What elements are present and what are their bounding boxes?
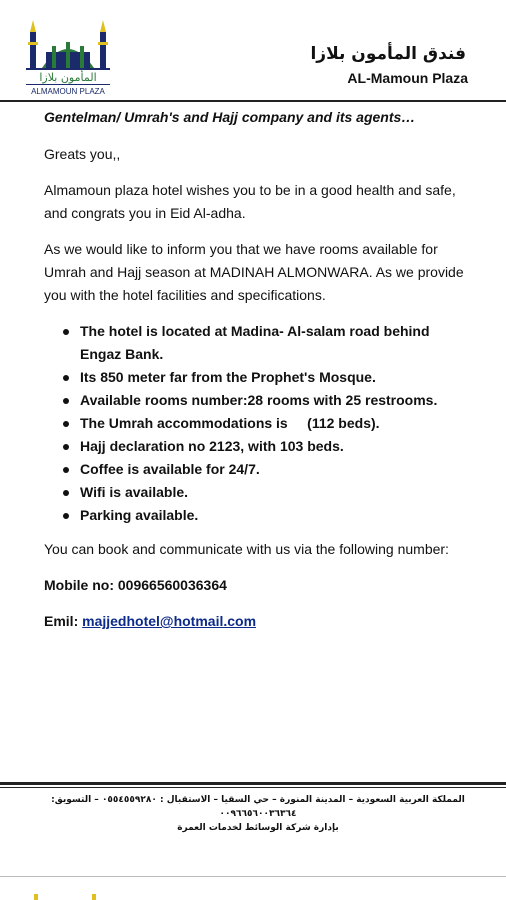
email-line (44, 610, 468, 633)
mobile-number: 00966560036364 (117, 577, 227, 593)
logo-text-ar: المأمون بلازا (39, 71, 97, 84)
hotel-name-arabic: فندق المأمون بلازا (310, 44, 466, 64)
hotel-logo (22, 18, 114, 98)
facility-item: Coffee is available for 24/7. (80, 458, 468, 481)
letter-body (44, 106, 468, 633)
facility-item: Its 850 meter far from the Prophet's Mosque. (80, 366, 468, 389)
contact-intro: You can book and communicate with us via the following number: (44, 541, 449, 557)
page-edge-divider (0, 876, 506, 877)
footer-address (30, 793, 486, 835)
letter-paragraph-1: Almamoun plaza hotel wishes you to be in a good health and safe, and congrats you in Eid Al-adha. (44, 182, 456, 221)
facility-item: Wifi is available. (80, 481, 468, 504)
letter-greeting: Greats you,, (44, 146, 121, 162)
facility-item: Hajj declaration no 2123, with 103 beds. (80, 435, 468, 458)
footer-divider-thin (0, 787, 506, 788)
facility-item: Available rooms number:28 rooms with 25 restrooms. (80, 389, 468, 412)
next-page-logo-fragment (30, 892, 120, 900)
footer-divider (0, 782, 506, 785)
email-label: Emil: (44, 613, 83, 629)
email-link[interactable]: majjedhotel@hotmail.com (82, 613, 257, 629)
facilities-list (44, 320, 468, 527)
mobile-label: Mobile no: (44, 577, 118, 593)
footer-line-1: المملكة العربية السعودية – المدينة المنورة – حي السقيا – الاستقبال : ٠٥٥٤٥٥٩٢٨٠ – التسويق: ٠٠٩٦٦٥٦٠٠٣٦٣٦٤ (51, 795, 465, 819)
facility-item: Parking available. (80, 504, 468, 527)
logo-text-en: ALMAMOUN PLAZA (31, 87, 105, 96)
hotel-name-english: AL-Mamoun Plaza (347, 70, 468, 86)
footer-line-2: بإدارة شركة الوسائط لخدمات العمرة (177, 823, 339, 833)
mobile-line (44, 574, 468, 597)
letter-paragraph-2: As we would like to inform you that we have rooms available for Umrah and Hajj season at MADINAH ALMONWARA. As we provide you with the hotel facilities and specifications. (44, 241, 464, 303)
header-divider (0, 100, 506, 102)
facility-item: The hotel is located at Madina- Al-salam road behind Engaz Bank. (80, 320, 468, 366)
letter-subject: Gentelman/ Umrah's and Hajj company and its agents… (44, 109, 416, 125)
facility-item: The Umrah accommodations is (112 beds). (80, 412, 468, 435)
